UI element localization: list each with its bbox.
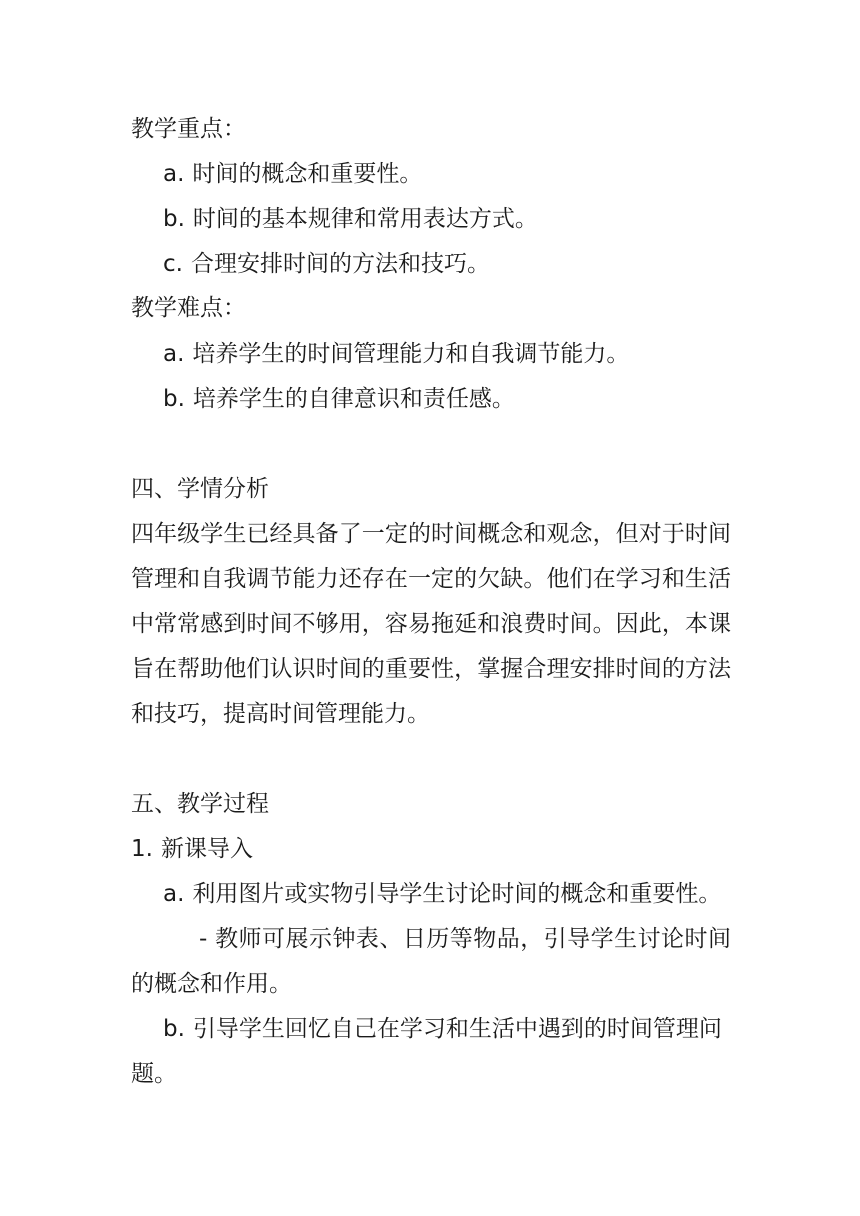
difficulty-item [163, 384, 763, 414]
list-marker: b. [163, 1016, 185, 1042]
analysis-heading: 四、学情分析 [131, 476, 269, 502]
list-item-text: 培养学生的自律意识和责任感。 [192, 386, 515, 412]
key-point-item [163, 204, 763, 234]
process-step [131, 834, 731, 864]
key-points-heading: 教学重点： [131, 116, 246, 142]
list-item-text: 培养学生的时间管理能力和自我调节能力。 [192, 341, 630, 367]
process-item-continuation: 题。 [131, 1061, 177, 1087]
analysis-paragraph-line: 管理和自我调节能力还存在一定的欠缺。他们在学习和生活 [131, 566, 731, 592]
list-item-text: 时间的基本规律和常用表达方式。 [192, 206, 538, 232]
list-marker: b. [163, 206, 185, 232]
step-title: 新课导入 [160, 836, 253, 862]
list-marker: a. [163, 341, 185, 367]
list-item-text: 引导学生回忆自己在学习和生活中遇到的时间管理问 [192, 1016, 722, 1042]
list-marker: a. [163, 161, 185, 187]
analysis-paragraph-line: 中常常感到时间不够用，容易拖延和浪费时间。因此，本课 [131, 611, 731, 637]
analysis-paragraph-line: 旨在帮助他们认识时间的重要性，掌握合理安排时间的方法 [131, 656, 731, 682]
key-point-item [163, 249, 763, 279]
analysis-paragraph-line: 四年级学生已经具备了一定的时间概念和观念，但对于时间 [131, 521, 731, 547]
list-item-text: 合理安排时间的方法和技巧。 [190, 251, 490, 277]
difficulties-heading: 教学难点： [131, 295, 246, 321]
key-point-item [163, 159, 763, 189]
list-marker: a. [163, 881, 185, 907]
list-item-text: 时间的概念和重要性。 [192, 161, 423, 187]
process-heading: 五、教学过程 [131, 791, 269, 817]
process-item [163, 1014, 731, 1044]
process-item [163, 879, 763, 909]
list-marker: b. [163, 386, 185, 412]
analysis-paragraph-line: 和技巧，提高时间管理能力。 [131, 701, 430, 727]
process-detail-line: - 教师可展示钟表、日历等物品，引导学生讨论时间 [199, 926, 731, 952]
difficulty-item [163, 339, 763, 369]
list-marker: c. [163, 251, 183, 277]
step-number: 1. [131, 836, 153, 862]
list-item-text: 利用图片或实物引导学生讨论时间的概念和重要性。 [192, 881, 722, 907]
process-detail-line: 的概念和作用。 [131, 971, 292, 997]
